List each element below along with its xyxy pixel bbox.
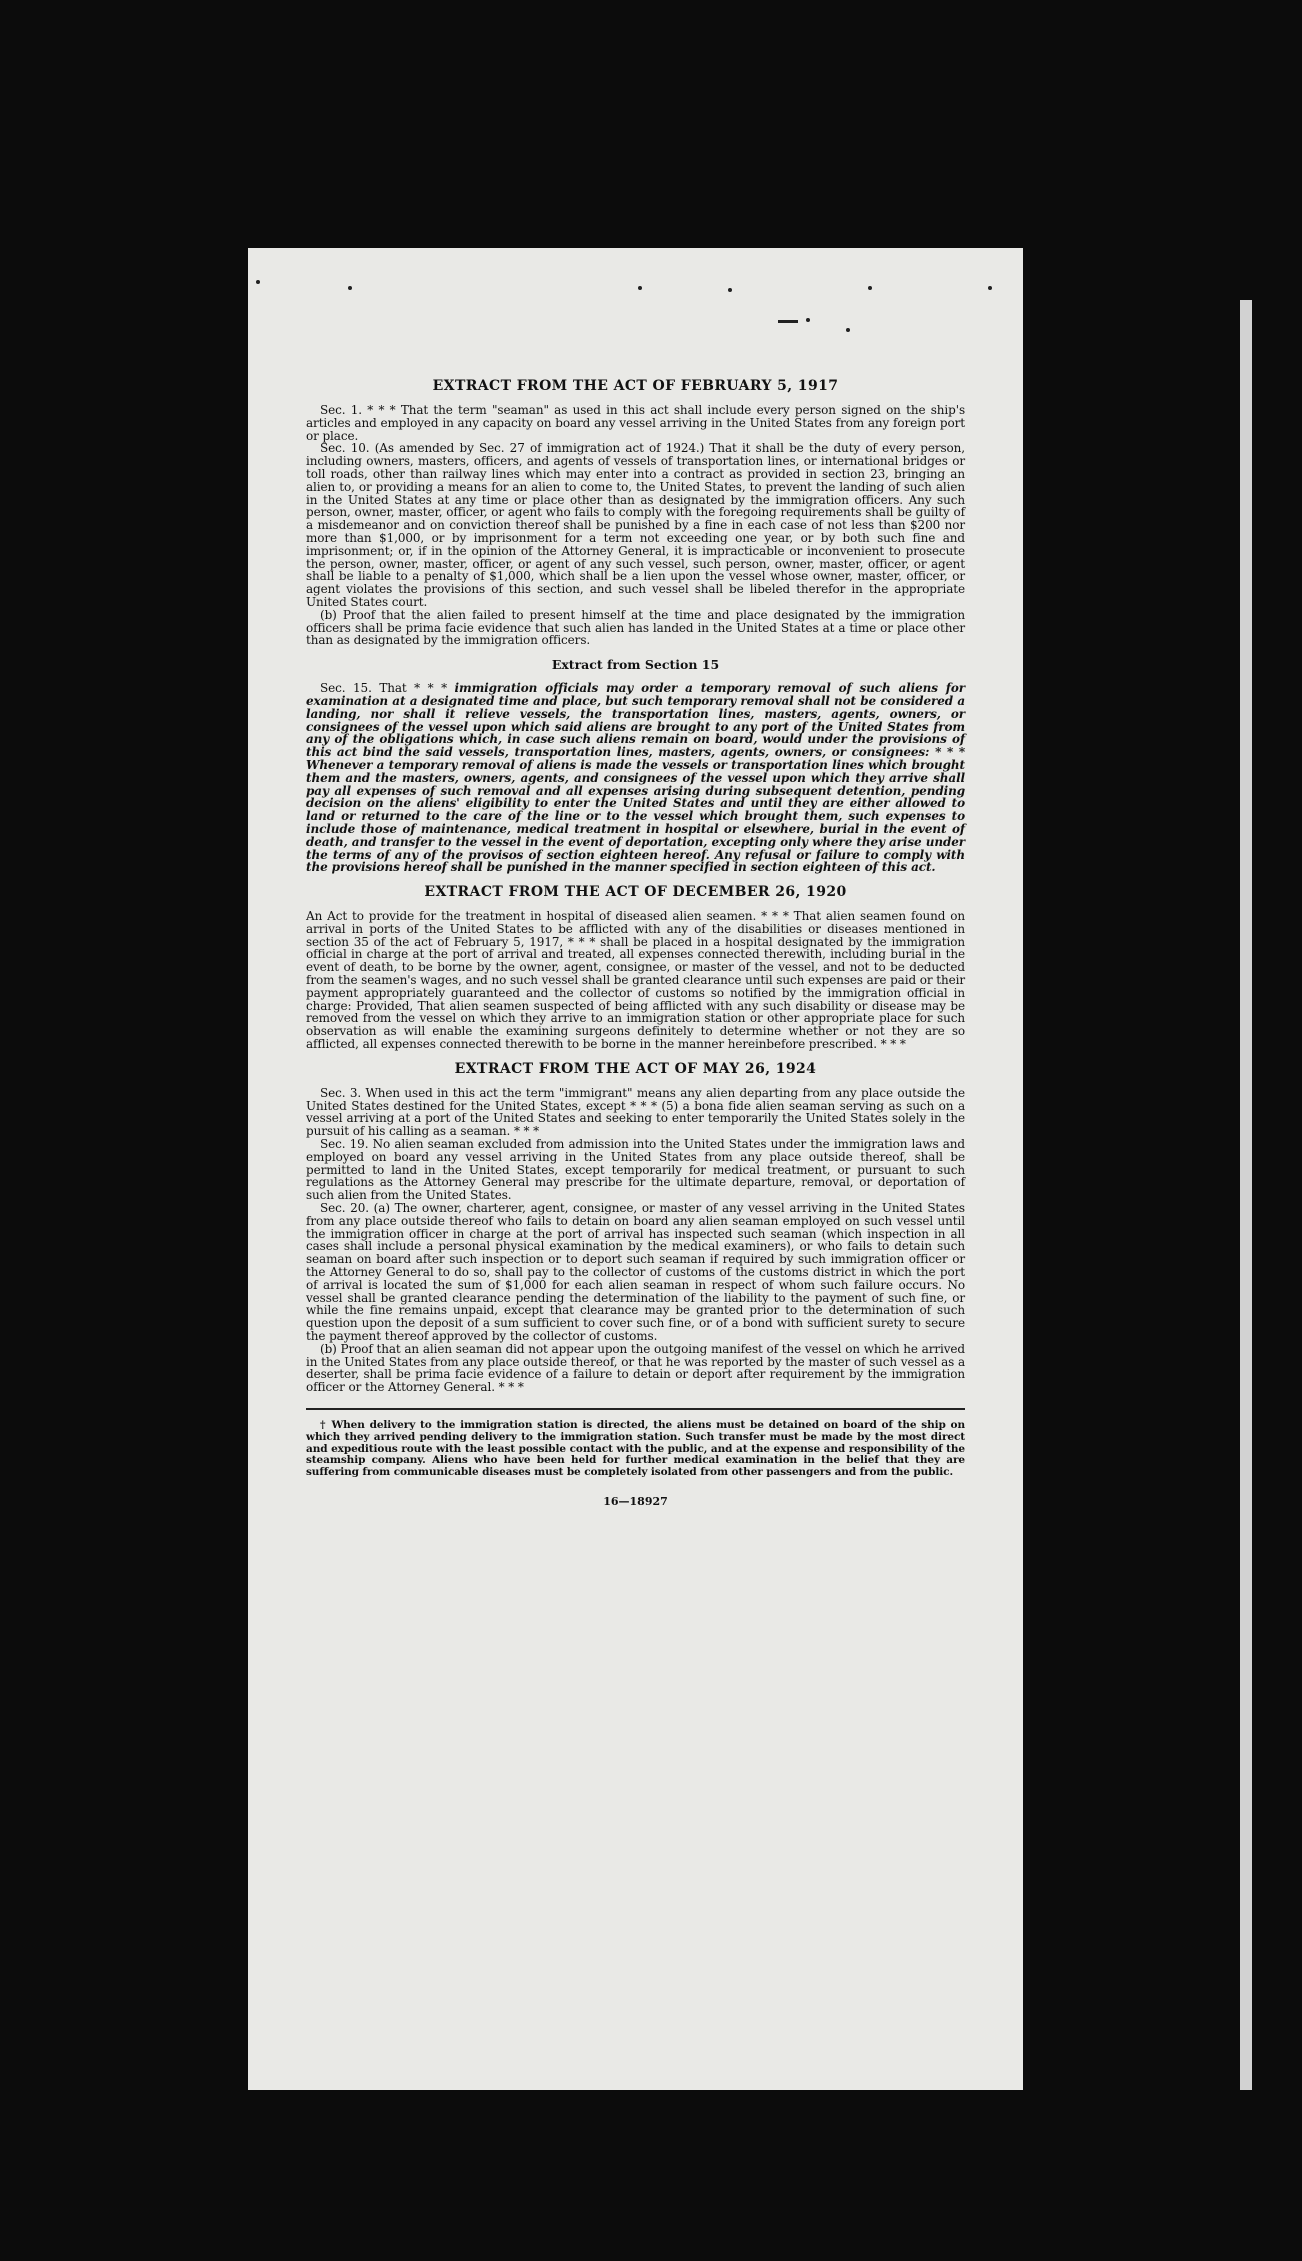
heading-act-1920: EXTRACT FROM THE ACT OF DECEMBER 26, 1920 — [424, 884, 847, 901]
document-page — [248, 248, 1023, 2090]
scan-marks — [248, 268, 1023, 328]
sec-3-paragraph: Sec. 3. When used in this act the term "immigrant" means any alien departing from any place outside the United States destined for the United States, except * * * (5) a bona fide alien seaman serving as such on a vessel arriving at a port of the United States and seeking to enter temporarily the United States solely in the pursuit of his calling as a seaman. * * * — [306, 1085, 965, 1139]
subheading-section-15: Extract from Section 15 — [551, 657, 720, 673]
section-15-extract — [306, 657, 965, 874]
heading-act-1924: EXTRACT FROM THE ACT OF MAY 26, 1924 — [454, 1060, 817, 1077]
section-act-1920 — [306, 884, 965, 1051]
sec-15-italic-text: immigration officials may order a temporary removal of such aliens for examination at a designated time and place, but such temporary removal shall not be considered a landing, nor shall it relieve vessels, the transportation lines, masters, agents, owners, or consignees of the vessel upon which said aliens are brought to any port of the United States from any of the obligations which, in case such aliens remain on board, would under the provisions of this act bind the said vessels, transportation lines, masters, agents, owners, or consignees: * * * Whenever a temporary removal of aliens is made the vessels or transportation lines which brought them and the masters, owners, agents, and consignees of the vessel upon which they arrive shall pay all expenses of such removal and all expenses arising during subsequent detention, pending decision on the aliens' eligibility to enter the United States and until they are either allowed to land or returned to the care of the line or to the vessel which brought them, such expenses to include those of maintenance, medical treatment in hospital or elsewhere, burial in the event of death, and transfer to the vessel in the event of deportation, excepting only where they arise under the terms of any of the provisos of section eighteen hereof. Any refusal or failure to comply with the provisions hereof shall be punished in the manner specified in section eighteen of this act. — [306, 681, 965, 875]
footnote-divider — [306, 1408, 965, 1410]
heading-act-1917: EXTRACT FROM THE ACT OF FEBRUARY 5, 1917 — [432, 378, 839, 394]
sec-15-lead: Sec. 15. That * * * — [320, 681, 455, 696]
section-act-1917 — [306, 378, 965, 647]
sec-1-paragraph: Sec. 1. * * * That the term "seaman" as used in this act shall include every person signed on the ship's articles and employed in any capacity on board any vessel arriving in the United States from any foreign port or place. — [306, 403, 965, 443]
sec-19-paragraph: Sec. 19. No alien seaman excluded from admission into the United States under the immigration laws and employed on board any vessel arriving in the United States from any place outside thereof, shall be permitted to land in the United States, except temporarily for medical treatment, or pursuant to such regulations as the Attorney General may prescribe for the ultimate departure, removal, or deportation of such alien from the United States. — [306, 1137, 965, 1203]
section-act-1924 — [306, 1061, 965, 1394]
sec-20-a-paragraph: Sec. 20. (a) The owner, charterer, agent, consignee, or master of any vessel arriving in the United States from any place outside thereof who fails to detain on board any alien seaman employed on such vessel until the immigration officer in charge at the port of arrival has inspected such seaman (which inspection in all cases shall include a personal physical examination by the medical examiners), or who fails to detain such seaman on board after such inspection or to deport such seaman if required by such immigration officer or the Attorney General to do so, shall pay to the collector of customs of the customs district in which the port of arrival is located the sum of $1,000 for each alien seaman in respect of whom such failure occurs. No vessel shall be granted clearance pending the determination of the liability to the payment of such fine, or while the fine remains unpaid, except that clearance may be granted prior to the determination of such question upon the deposit of a sum sufficient to cover such fine, or of a bond with sufficient surety to secure the payment thereof approved by the collector of customs. — [306, 1201, 965, 1343]
sec-10-b-paragraph: (b) Proof that the alien failed to present himself at the time and place designated by the immigration officers shall be prima facie evidence that such alien has landed in the United States at a time or place other than as designated by the immigration officers. — [306, 607, 965, 648]
page-number: 16—18927 — [603, 1494, 668, 1508]
act-1920-paragraph: An Act to provide for the treatment in hospital of diseased alien seamen. * * * That alien seamen found on arrival in ports of the United States to be afflicted with any of the disabilities or diseases mentioned in section 35 of the act of February 5, 1917, * * * shall be placed in a hospital designated by the immigration official in charge at the port of arrival and treated, all expenses connected therewith, including burial in the event of death, to be borne by the owner, agent, consignee, or master of the vessel, and not to be deducted from the seamen's wages, and no such vessel shall be granted clearance until such expenses are paid or their payment appropriately guaranteed and the collector of customs so notified by the immigration official in charge: Provided, That alien seamen suspected of being afflicted with any such disability or disease may be removed from the vessel on which they arrive to an immigration station or other appropriate place for such observation as will enable the examining surgeons definitely to determine whether or not they are so afflicted, all expenses connected therewith to be borne in the manner hereinbefore prescribed. * * * — [306, 909, 965, 1052]
sec-20-b-paragraph: (b) Proof that an alien seaman did not appear upon the outgoing manifest of the vessel on which he arrived in the United States from any place outside thereof, or that he was reported by the master of such vessel as a deserter, shall be prima facie evidence of a failure to detain or deport after requirement by the immigration officer or the Attorney General. * * * — [306, 1341, 965, 1395]
adjacent-page-edge — [1240, 300, 1252, 2090]
sec-15-paragraph — [306, 682, 965, 874]
sec-10-paragraph: Sec. 10. (As amended by Sec. 27 of immigration act of 1924.) That it shall be the duty of every person, including owners, masters, officers, and agents of vessels of transportation lines, or international bridges or toll roads, other than railway lines which may enter into a contract as provided in section 23, bringing an alien to, or providing a means for an alien to come to, the United States, to prevent the landing of such alien in the United States at any time or place other than as designated by the immigration officers. Any such person, owner, master, officer, or agent who fails to comply with the foregoing requirements shall be guilty of a misdemeanor and on conviction thereof shall be punished by a fine in each case of not less than $200 nor more than $1,000, or by imprisonment for a term not exceeding one year, or by both such fine and imprisonment; or, if in the opinion of the Attorney General, it is impracticable or inconvenient to prosecute the person, owner, master, officer, or agent of any such vessel, such person, owner, master, officer, or agent shall be liable to a penalty of $1,000, which shall be a lien upon the vessel whose owner, master, officer, or agent violates the provisions of this section, and such vessel shall be libeled therefor in the appropriate United States court. — [306, 441, 965, 609]
footnote: † When delivery to the immigration station is directed, the aliens must be detained on board of the ship on which they arrived pending delivery to the immigration station. Such transfer must be made by the most direct and expeditious route with the least possible contact with the public, and at the expense and responsibility of the steamship company. Aliens who have been held for further medical examination in the belief that they are suffering from communicable diseases must be completely isolated from other passengers and from the public. — [306, 1418, 965, 1479]
